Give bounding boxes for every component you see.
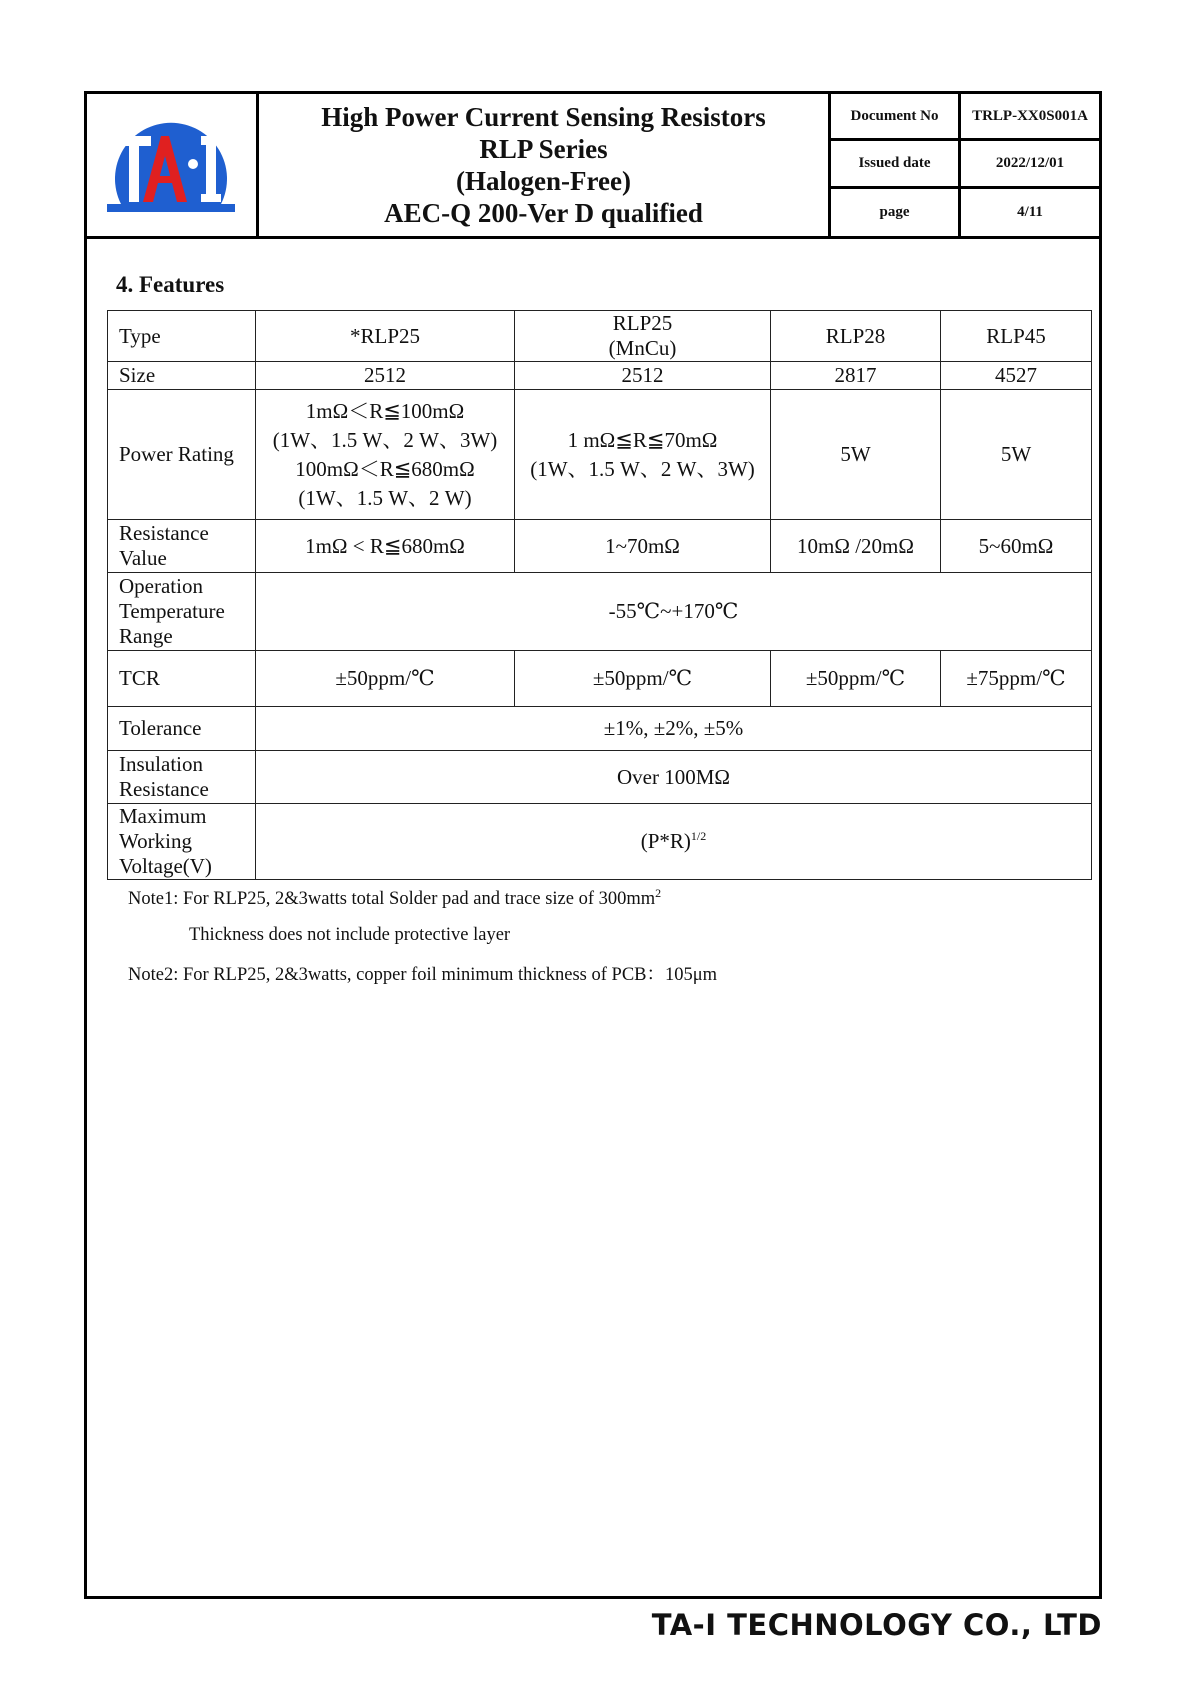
features-table [107,310,1092,880]
cell-line: 1mΩ＜R≦100mΩ [305,398,465,423]
note-text: Note1: For RLP25, 2&3watts total Solder pad and trace size of 300mm [128,889,656,909]
row-label [108,520,256,573]
cell-line: (1W、1.5 W、2 W、3W) [272,427,498,452]
cell-line: RLP25 [612,311,673,335]
title-line: High Power Current Sensing Resistors [321,102,766,132]
table-cell: ±50ppm/℃ [515,651,771,707]
meta-value: TRLP-XX0S001A [972,107,1088,124]
meta-value: 4/11 [1017,204,1043,220]
meta-label: page [831,189,961,236]
table-cell: 2512 [256,362,515,390]
page-frame [84,91,1102,1599]
row-label [108,804,256,880]
meta-row-issued-date [831,141,1099,189]
company-footer: TA-I TECHNOLOGY CO., LTD [651,1608,1102,1642]
table-row [108,390,1092,520]
label-line: Working [119,829,192,853]
table-cell: 5W [771,390,941,520]
cell-line: 100mΩ＜R≦680mΩ [295,456,475,481]
table-cell: 5~60mΩ [941,520,1092,573]
formula-exponent: 1/2 [690,829,707,843]
meta-row-page [831,189,1099,236]
title-line: (Halogen-Free) [456,166,631,196]
table-cell: ±75ppm/℃ [941,651,1092,707]
title-line: RLP Series [479,134,608,164]
label-line: Value [119,546,167,570]
document-header [87,94,1099,239]
table-cell: ±1%, ±2%, ±5% [256,707,1092,751]
table-row [108,520,1092,573]
table-cell [515,390,771,520]
note-superscript: 2 [655,885,662,900]
row-label [108,573,256,651]
table-cell: RLP45 [941,311,1092,362]
table-row [108,573,1092,651]
row-label: TCR [108,651,256,707]
table-row [108,651,1092,707]
row-label: Power Rating [108,390,256,520]
meta-row-document-no [831,94,1099,141]
document-title [259,94,831,236]
table-cell [256,804,1092,880]
label-line: Resistance [119,521,209,545]
note-2: Note2: For RLP25, 2&3watts, copper foil minimum thickness of PCB：105μm [128,965,718,985]
table-row [108,804,1092,880]
table-cell [515,311,771,362]
label-line: Insulation [119,752,203,776]
table-cell: ±50ppm/℃ [256,651,515,707]
table-cell: RLP28 [771,311,941,362]
table-cell: 5W [941,390,1092,520]
table-cell: 1~70mΩ [515,520,771,573]
label-line: Resistance [119,777,209,801]
label-line: Maximum [119,804,207,828]
meta-label: Issued date [831,141,961,186]
table-cell: Over 100MΩ [256,751,1092,804]
table-cell: 4527 [941,362,1092,390]
cell-line: (MnCu) [608,336,677,360]
table-cell: ±50ppm/℃ [771,651,941,707]
table-cell: -55℃~+170℃ [256,573,1092,651]
note-1 [128,885,662,910]
meta-value: 2022/12/01 [995,155,1065,171]
ta-i-logo [107,106,235,221]
table-cell: *RLP25 [256,311,515,362]
label-line: Range [119,624,173,648]
table-cell: 2817 [771,362,941,390]
table-row [108,311,1092,362]
label-line: Operation [119,574,203,598]
formula: (P*R) [640,829,691,853]
cell-line: 1 mΩ≦R≦70mΩ [567,427,718,452]
table-cell [256,390,515,520]
table-row [108,362,1092,390]
table-row [108,751,1092,804]
row-label: Type [108,311,256,362]
label-line: Temperature [119,599,225,623]
meta-label: Document No [831,94,961,138]
section-title: 4. Features [116,272,225,297]
row-label: Size [108,362,256,390]
company-logo-cell [87,94,259,236]
table-cell: 2512 [515,362,771,390]
cell-line: (1W、1.5 W、2 W) [298,485,472,510]
row-label [108,751,256,804]
cell-line: (1W、1.5 W、2 W、3W) [530,456,755,481]
label-line: Voltage(V) [119,854,212,878]
table-cell: 1mΩ < R≦680mΩ [256,520,515,573]
note-1-continuation: Thickness does not include protective layer [189,925,511,945]
document-meta [831,94,1099,236]
title-line: AEC-Q 200-Ver D qualified [384,198,703,228]
row-label: Tolerance [108,707,256,751]
table-cell: 10mΩ /20mΩ [771,520,941,573]
table-row [108,707,1092,751]
